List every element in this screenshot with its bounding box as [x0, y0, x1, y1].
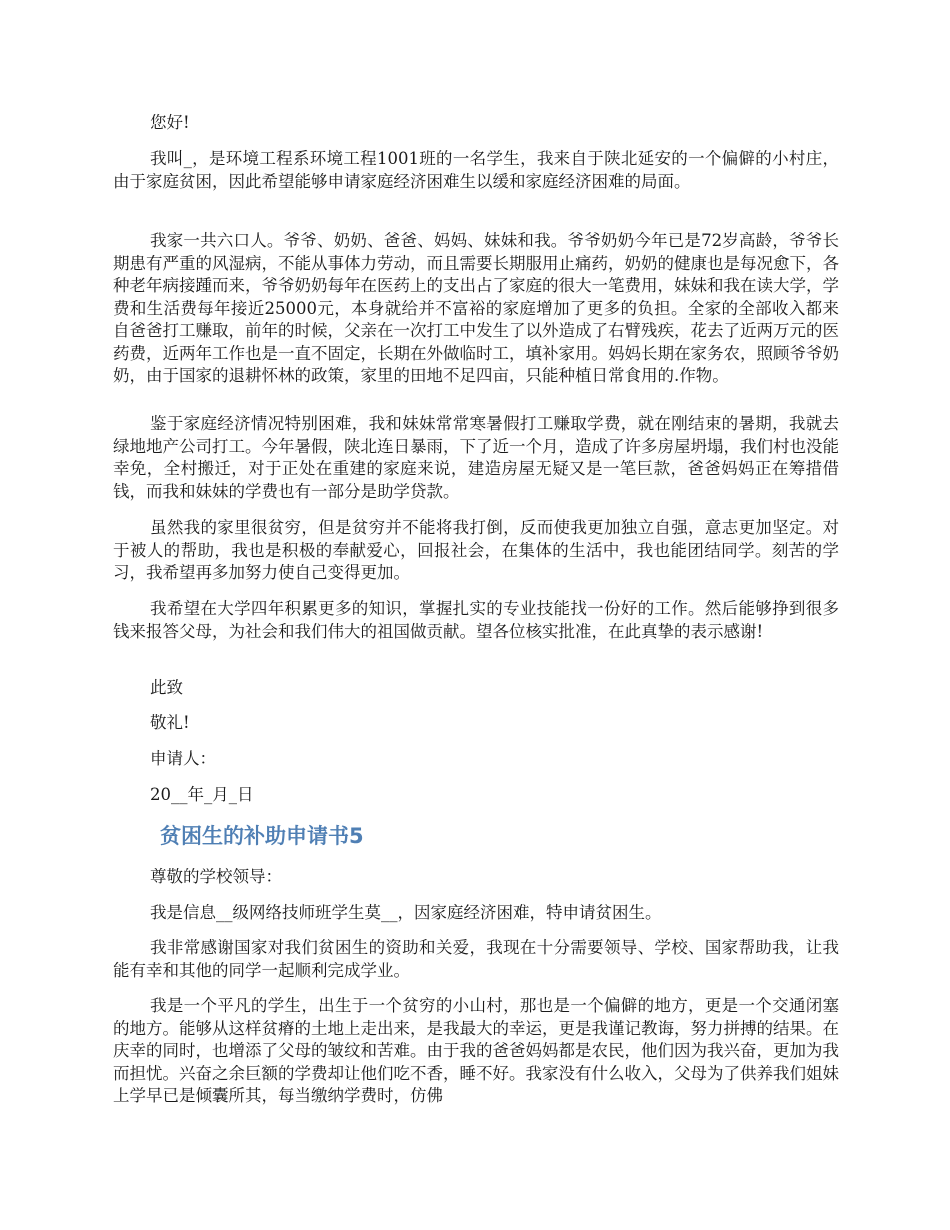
section2-p2 — [113, 937, 839, 982]
greeting: 您好! — [150, 113, 190, 132]
applicant-label: 申请人： — [150, 749, 216, 768]
paragraph: 我是信息__级网络技师班学生莫__，因家庭经济困难，特申请贫困生。 — [150, 903, 662, 922]
section2-p3 — [113, 995, 839, 1108]
section2-p1 — [113, 902, 839, 925]
letter1-p5 — [113, 598, 839, 643]
letter1-p4 — [113, 517, 839, 585]
paragraph: 虽然我的家里很贫穷，但是贫穷并不能将我打倒，反而使我更加独立自强，意志更加坚定。对于被人的帮助，我也是积极的奉献爱心，回报社会，在集体的生活中，我也能团结同学。刻苦的学习，我希望再多加努力使自己变得更加。 — [113, 518, 839, 582]
letter1-p1 — [113, 148, 839, 193]
letter1-p3 — [113, 413, 839, 503]
paragraph: 我希望在大学四年积累更多的知识，掌握扎实的专业技能找一份好的工作。然后能够挣到很多钱来报答父母，为社会和我们伟大的祖国做贡献。望各位核实批准，在此真挚的表示感谢! — [113, 599, 839, 641]
paragraph: 我是一个平凡的学生，出生于一个贫穷的小山村，那也是一个偏僻的地方，更是一个交通闭塞的地方。能够从这样贫瘠的土地上走出来，是我最大的幸运，更是我谨记教诲，努力拼搏的结果。在庆幸的同时，也增添了父母的皱纹和苦难。由于我的爸爸妈妈都是农民，他们因为我兴奋，更加为我而担忧。兴奋之余巨额的学费却让他们吃不香，睡不好。我家没有什么收入，父母为了供养我们姐妹上学早已是倾囊所其，每当缴纳学费时，仿佛 — [113, 996, 839, 1105]
closing: 此致 — [150, 678, 183, 697]
salute: 敬礼! — [150, 713, 190, 732]
paragraph: 鉴于家庭经济情况特别困难，我和妹妹常常寒暑假打工赚取学费，就在刚结束的暑期，我就去绿地地产公司打工。今年暑假，陕北连日暴雨，下了近一个月，造成了许多房屋坍塌，我们村也没能幸免，全村搬迁，对于正处在重建的家庭来说，建造房屋无疑又是一笔巨款，爸爸妈妈正在筹措借钱，而我和妹妹的学费也有一部分是助学贷款。 — [113, 414, 839, 501]
section-heading: 贫困生的补助申请书5 — [160, 824, 364, 848]
paragraph: 我家一共六口人。爷爷、奶奶、爸爸、妈妈、妹妹和我。爷爷奶奶今年已是72岁高龄，爷爷长期患有严重的风湿病，不能从事体力劳动，而且需要长期服用止痛药，奶奶的健康也是每况愈下，各种老年病接踵而来，爷爷奶奶每年在医药上的支出占了家庭的很大一笔费用，妹妹和我在读大学，学费和生活费每年接近25000元，本身就给并不富裕的家庭增加了更多的负担。全家的全部收入都来自爸爸打工赚取，前年的时候，父亲在一次打工中发生了以外造成了右臂残疾，花去了近两万元的医药费，近两年工作也是一直不固定，长期在外做临时工，填补家用。妈妈长期在家务农，照顾爷爷奶奶，由于国家的退耕怀林的政策，家里的田地不足四亩，只能种植日常食用的.作物。 — [113, 231, 839, 385]
letter1-p2 — [113, 230, 839, 388]
date-line: 20__年_月_日 — [150, 785, 254, 804]
paragraph: 我非常感谢国家对我们贫困生的资助和关爱，我现在十分需要领导、学校、国家帮助我，让我能有幸和其他的同学一起顺利完成学业。 — [113, 938, 839, 980]
salutation: 尊敬的学校领导： — [150, 867, 282, 886]
paragraph: 我叫_，是环境工程系环境工程1001班的一名学生，我来自于陕北延安的一个偏僻的小村庄，由于家庭贫困，因此希望能够申请家庭经济困难生以缓和家庭经济困难的局面。 — [113, 149, 839, 191]
